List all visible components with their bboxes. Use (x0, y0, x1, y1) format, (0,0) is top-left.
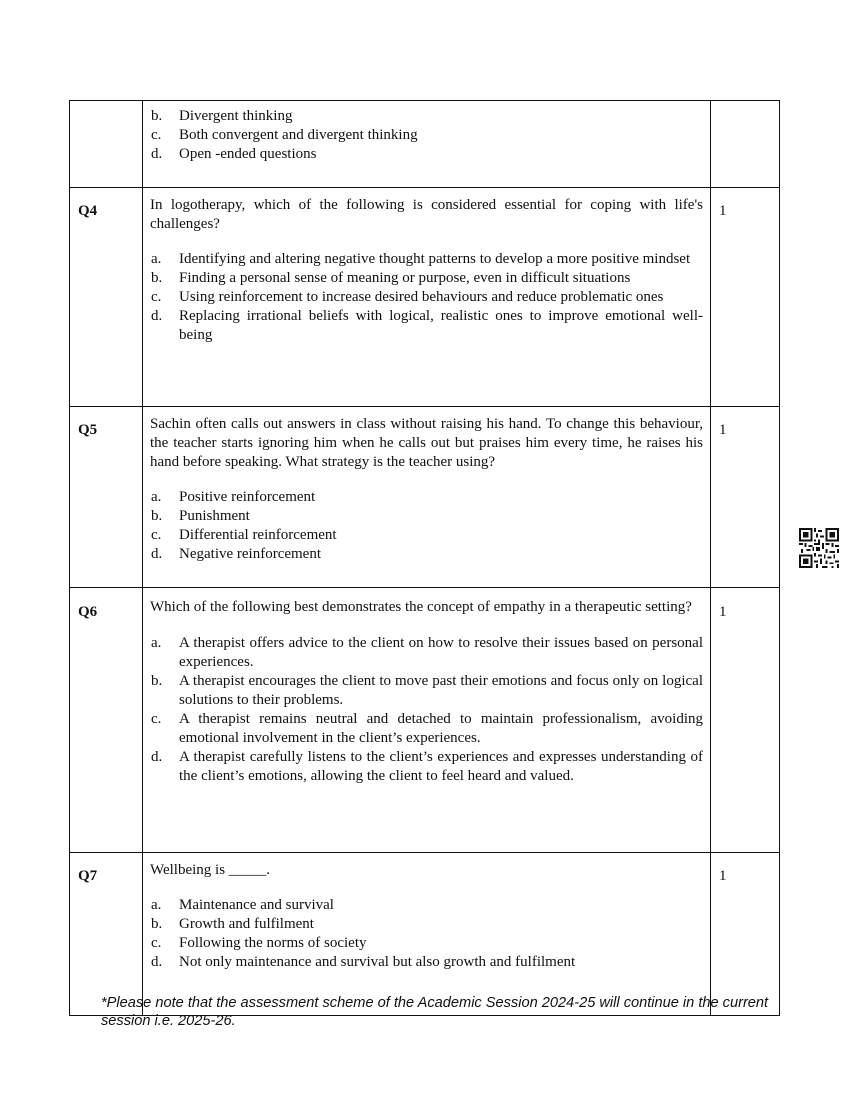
option-text: Negative reinforcement (179, 546, 322, 562)
option-text: A therapist offers advice to the client on how to resolve their issues based on personal experiences. (179, 635, 703, 670)
question-number: Q7 (70, 853, 143, 1016)
option-letter: c. (151, 127, 162, 143)
option-text: Not only maintenance and survival but also growth and fulfilment (179, 954, 576, 970)
option-letter: c. (151, 711, 162, 727)
qr-code-icon (799, 528, 839, 568)
question-body (143, 101, 711, 188)
option-text: Differential reinforcement (179, 527, 337, 543)
question-table (69, 100, 780, 1016)
option-letter: b. (151, 108, 163, 124)
options-list (150, 107, 703, 164)
option-item (150, 307, 703, 345)
question-marks: 1 (711, 588, 780, 853)
option-item (150, 953, 703, 972)
option-item (150, 710, 703, 748)
option-item (150, 145, 703, 164)
question-body (143, 188, 711, 407)
question-number: Q6 (70, 588, 143, 853)
option-item (150, 896, 703, 915)
option-item (150, 126, 703, 145)
option-letter: a. (151, 635, 162, 651)
question-number: Q5 (70, 407, 143, 588)
question-marks: 1 (711, 188, 780, 407)
question-number: Q4 (70, 188, 143, 407)
question-stem: Sachin often calls out answers in class without raising his hand. To change this behaviour, the teacher starts ignoring him when he calls out but praises him every time, he raises his hand before speaking. What strategy is the teacher using? (150, 416, 703, 470)
option-item (150, 288, 703, 307)
option-text: Both convergent and divergent thinking (179, 127, 418, 143)
option-text: Punishment (179, 508, 250, 524)
question-marks (711, 101, 780, 188)
option-text: Identifying and altering negative thought patterns to develop a more positive mindset (179, 251, 691, 267)
option-text: Divergent thinking (179, 108, 293, 124)
option-item (150, 672, 703, 710)
question-row-q7 (70, 853, 780, 1016)
option-text: Maintenance and survival (179, 897, 334, 913)
option-item (150, 269, 703, 288)
option-text: A therapist carefully listens to the client’s experiences and expresses understanding of the client’s emotions, allowing the client to feel heard and valued. (179, 749, 703, 784)
option-letter: b. (151, 673, 163, 689)
option-text: A therapist remains neutral and detached to maintain professionalism, avoiding emotional involvement in the client’s experiences. (179, 711, 703, 746)
option-text: Using reinforcement to increase desired behaviours and reduce problematic ones (179, 289, 664, 305)
question-row-q6 (70, 588, 780, 853)
option-text: Open -ended questions (179, 146, 317, 162)
option-letter: b. (151, 916, 163, 932)
option-letter: d. (151, 749, 163, 765)
option-text: Positive reinforcement (179, 489, 316, 505)
option-text: Growth and fulfilment (179, 916, 314, 932)
options-list (150, 634, 703, 786)
option-text: Replacing irrational beliefs with logical, realistic ones to improve emotional well-being (179, 308, 703, 343)
option-item (150, 107, 703, 126)
option-letter: d. (151, 146, 163, 162)
option-item (150, 526, 703, 545)
option-letter: d. (151, 954, 163, 970)
footnote: *Please note that the assessment scheme of the Academic Session 2024-25 will continue in the current session i.e. 2025-26. (101, 995, 769, 1029)
question-row-continued (70, 101, 780, 188)
question-stem: In logotherapy, which of the following is considered essential for coping with life's challenges? (150, 197, 703, 232)
option-text: A therapist encourages the client to move past their emotions and focus only on logical solutions to their problems. (179, 673, 703, 708)
option-letter: c. (151, 935, 162, 951)
option-item (150, 915, 703, 934)
option-text: Following the norms of society (179, 935, 367, 951)
option-item (150, 250, 703, 269)
option-letter: a. (151, 489, 162, 505)
option-letter: c. (151, 289, 162, 305)
question-row-q4 (70, 188, 780, 407)
options-list (150, 250, 703, 345)
question-marks: 1 (711, 407, 780, 588)
option-letter: d. (151, 546, 163, 562)
options-list (150, 488, 703, 564)
option-item (150, 934, 703, 953)
question-body (143, 588, 711, 853)
question-body (143, 853, 711, 1016)
question-row-q5 (70, 407, 780, 588)
option-item (150, 545, 703, 564)
question-stem: Wellbeing is _____. (150, 862, 271, 878)
option-letter: b. (151, 508, 163, 524)
question-body (143, 407, 711, 588)
option-letter: a. (151, 897, 162, 913)
option-item (150, 488, 703, 507)
option-item (150, 634, 703, 672)
option-letter: c. (151, 527, 162, 543)
option-letter: b. (151, 270, 163, 286)
options-list (150, 896, 703, 972)
option-item (150, 748, 703, 786)
option-text: Finding a personal sense of meaning or purpose, even in difficult situations (179, 270, 631, 286)
option-item (150, 507, 703, 526)
question-marks: 1 (711, 853, 780, 1016)
question-stem: Which of the following best demonstrates the concept of empathy in a therapeutic setting? (150, 599, 692, 615)
option-letter: a. (151, 251, 162, 267)
question-number (70, 101, 143, 188)
option-letter: d. (151, 308, 163, 324)
